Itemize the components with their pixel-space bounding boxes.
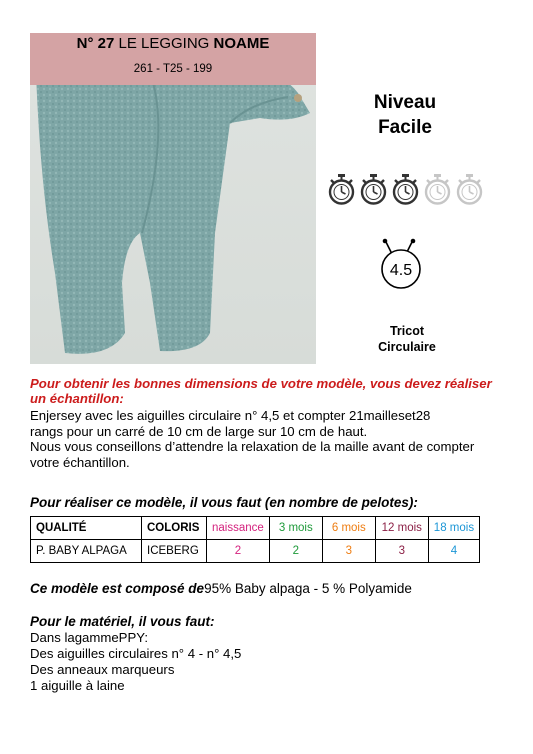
gauge-line-3: Nous vous conseillons d’attendre la relaxation de la maille avant de compter: [30, 439, 475, 454]
pattern-name: NOAME: [213, 35, 270, 52]
composition-value: 95% Baby alpaga - 5 % Polyamide: [204, 581, 412, 596]
yarn-table: [30, 516, 480, 563]
pattern-title: [30, 35, 316, 52]
list-item: Des aiguilles circulaires n° 4 - n° 4,5: [30, 646, 242, 661]
count-size-4: 4: [428, 540, 479, 563]
list-item: Dans lagammePPY:: [30, 630, 149, 645]
pattern-number: N° 27: [76, 35, 115, 52]
count-size-0: 2: [207, 540, 270, 563]
gauge-line-2: rangs pour un carré de 10 cm de large sur 10 cm de haut.: [30, 423, 368, 439]
col-quality: QUALITÉ: [31, 517, 142, 540]
needle-size-icon: [377, 238, 425, 295]
level-label: Niveau: [373, 92, 437, 113]
table-row: [31, 540, 480, 563]
list-item: Des anneaux marqueurs: [30, 662, 175, 677]
gauge-line-4: votre échantillon.: [30, 454, 130, 470]
count-size-1: 2: [269, 540, 322, 563]
yarn-heading: Pour réaliser ce modèle, il vous faut (en nombre de pelotes):: [30, 495, 418, 510]
composition-label: Ce modèle est composé de: [30, 581, 205, 596]
material-list: [30, 630, 241, 694]
difficulty-rating: [327, 173, 484, 205]
count-size-2: 3: [322, 540, 375, 563]
col-size-4: 18 mois: [428, 517, 479, 540]
yarn-color: ICEBERG: [142, 540, 207, 563]
col-color: COLORIS: [142, 517, 207, 540]
yarn-quality: P. BABY ALPAGA: [31, 540, 142, 563]
gauge-instructions: [30, 408, 520, 470]
pattern-product: LE LEGGING: [118, 35, 210, 52]
count-size-3: 3: [375, 540, 428, 563]
needle-size-label: 4.5: [389, 262, 413, 279]
level-block: [350, 90, 460, 140]
gauge-line-1: Enjersey avec les aiguilles circulaire n° 4,5 et compter 21mailleset28: [30, 408, 431, 423]
stopwatch-icon: [391, 173, 420, 205]
level-value: Facile: [378, 117, 432, 138]
pattern-reference: 261 - T25 - 199: [133, 63, 213, 75]
list-item: 1 aiguille à laine: [30, 678, 125, 693]
stopwatch-icon: [423, 173, 452, 205]
yarn-table-header: [31, 517, 480, 540]
method-line-2: Circulaire: [378, 340, 436, 354]
gauge-warning: Pour obtenir les bonnes dimensions de votre modèle, vous devez réaliser un échantillon:: [30, 376, 492, 406]
col-size-2: 6 mois: [322, 517, 375, 540]
composition: [30, 581, 412, 596]
title-banner: [30, 33, 316, 85]
stopwatch-icon: [359, 173, 388, 205]
col-size-0: naissance: [207, 517, 270, 540]
stopwatch-icon: [327, 173, 356, 205]
method-line-1: Tricot: [389, 324, 425, 338]
col-size-3: 12 mois: [375, 517, 428, 540]
stopwatch-icon: [455, 173, 484, 205]
knitting-method: [355, 323, 459, 355]
material-heading: Pour le matériel, il vous faut:: [30, 614, 215, 629]
col-size-1: 3 mois: [269, 517, 322, 540]
